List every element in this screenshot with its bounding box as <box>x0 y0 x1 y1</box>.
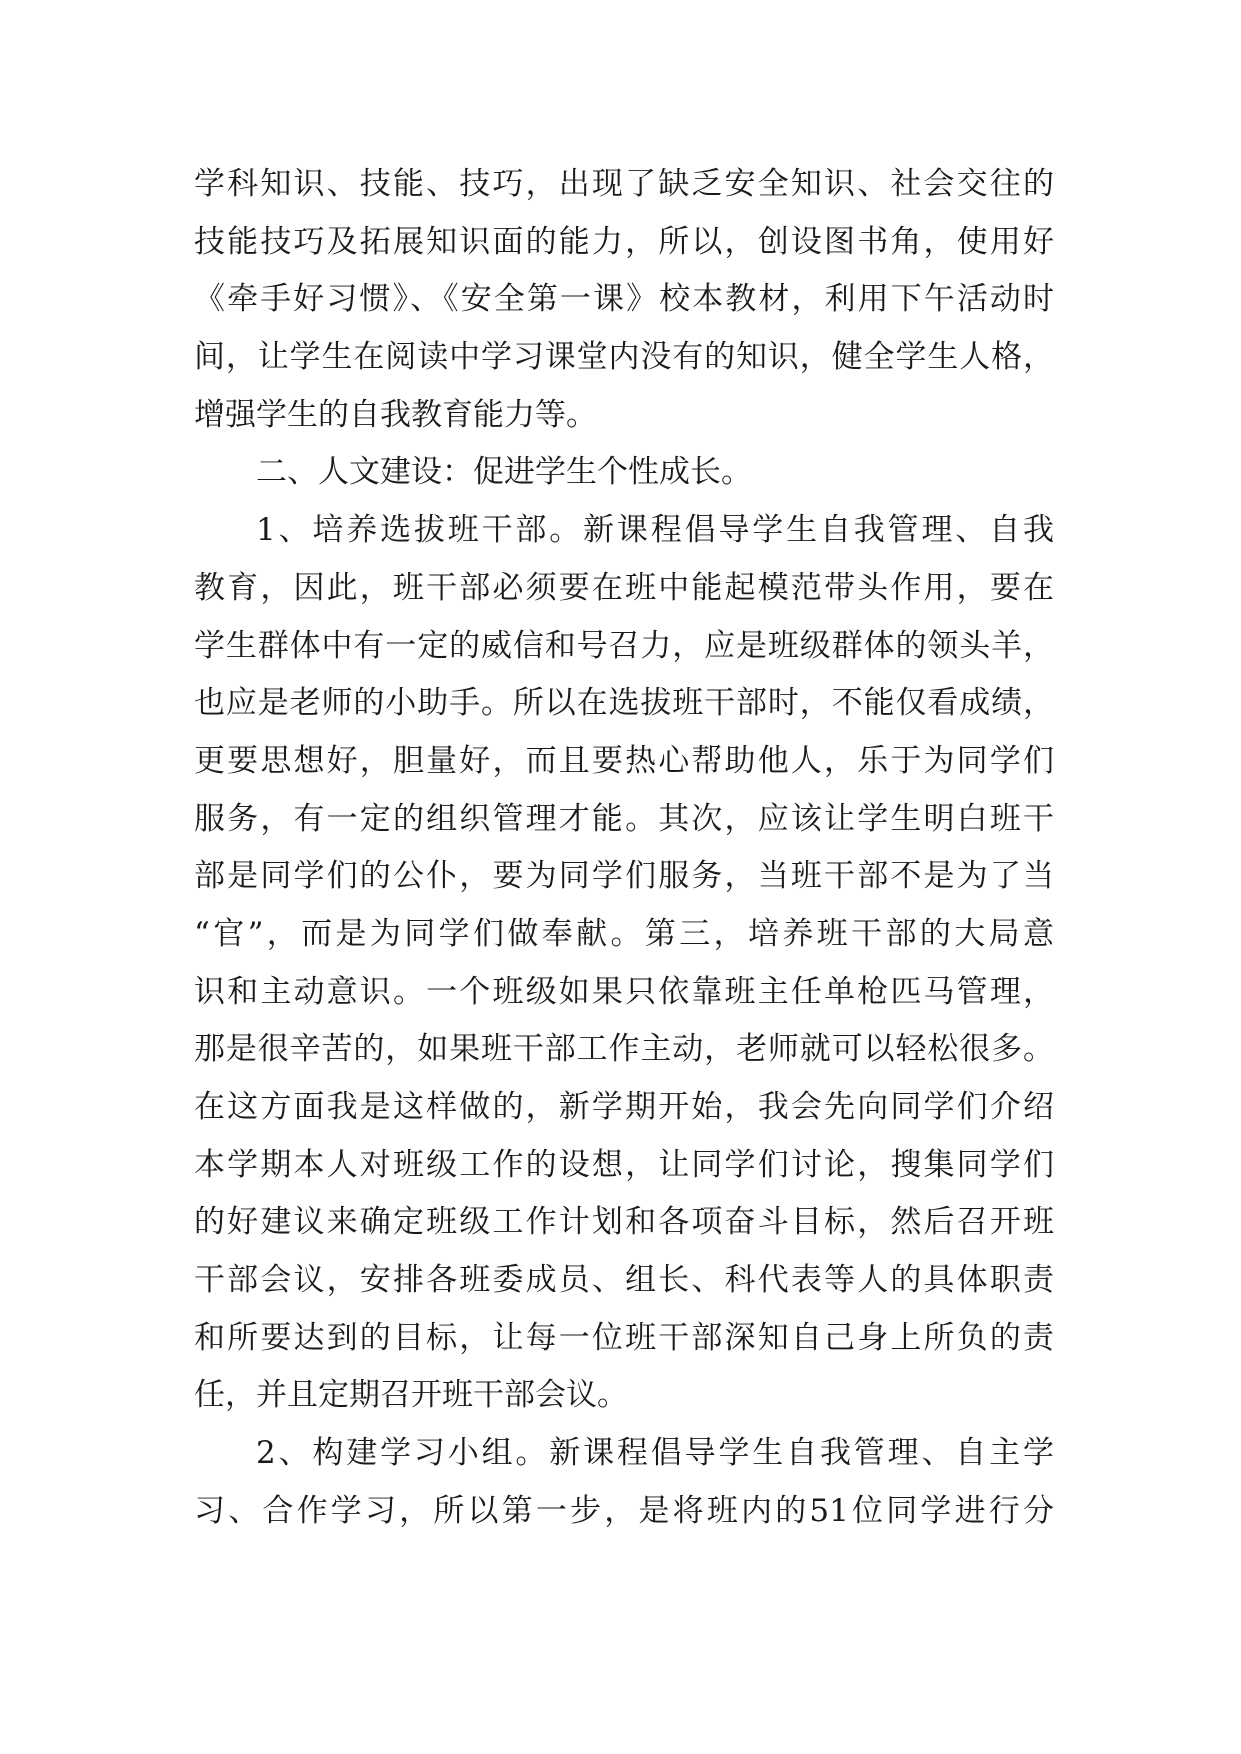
text-line: 那是很辛苦的，如果班干部工作主动，老师就可以轻松很多。 <box>194 1031 1054 1068</box>
text-line: 干部会议，安排各班委成员、组长、科代表等人的具体职责 <box>194 1262 1054 1299</box>
text-line: 识和主动意识。一个班级如果只依靠班主任单枪匹马管理， <box>194 973 1054 1010</box>
text-line: 1、培养选拔班干部。新课程倡导学生自我管理、自我 <box>256 512 1054 549</box>
text-line: 教育，因此，班干部必须要在班中能起模范带头作用，要在 <box>194 569 1054 606</box>
text-line: 《牵手好习惯》、《安全第一课》校本教材，利用下午活动时 <box>194 281 1054 318</box>
text-line: 的好建议来确定班级工作计划和各项奋斗目标，然后召开班 <box>194 1204 1054 1241</box>
text-line: 增强学生的自我教育能力等。 <box>194 396 597 433</box>
text-line: 和所要达到的目标，让每一位班干部深知自己身上所负的责 <box>194 1319 1054 1356</box>
text-line: 学生群体中有一定的威信和号召力，应是班级群体的领头羊， <box>194 627 1054 664</box>
text-line: 更要思想好，胆量好，而且要热心帮助他人，乐于为同学们 <box>194 742 1054 779</box>
text-line: 部是同学们的公仆，要为同学们服务，当班干部不是为了当 <box>194 858 1054 895</box>
text-line: 任，并且定期召开班干部会议。 <box>194 1377 628 1414</box>
text-line: 2、构建学习小组。新课程倡导学生自我管理、自主学 <box>256 1435 1054 1472</box>
text-line: 在这方面我是这样做的，新学期开始，我会先向同学们介绍 <box>194 1089 1054 1125</box>
text-line: “官”，而是为同学们做奉献。第三，培养班干部的大局意 <box>194 915 1054 952</box>
text-line: 学科知识、技能、技巧，出现了缺乏安全知识、社会交往的 <box>194 166 1054 202</box>
text-line: 也应是老师的小助手。所以在选拔班干部时，不能仅看成绩， <box>194 685 1054 722</box>
text-line: 本学期本人对班级工作的设想，让同学们讨论，搜集同学们 <box>194 1146 1054 1183</box>
text-line: 服务，有一定的组织管理才能。其次，应该让学生明白班干 <box>194 800 1054 837</box>
section-heading: 二、人文建设：促进学生个性成长。 <box>256 454 752 491</box>
body-text <box>194 163 1054 1548</box>
text-line: 技能技巧及拓展知识面的能力，所以，创设图书角，使用好 <box>194 223 1054 260</box>
text-line: 习、合作学习，所以第一步，是将班内的51位同学进行分 <box>194 1492 1054 1529</box>
text-line: 间，让学生在阅读中学习课堂内没有的知识，健全学生人格， <box>194 339 1054 376</box>
